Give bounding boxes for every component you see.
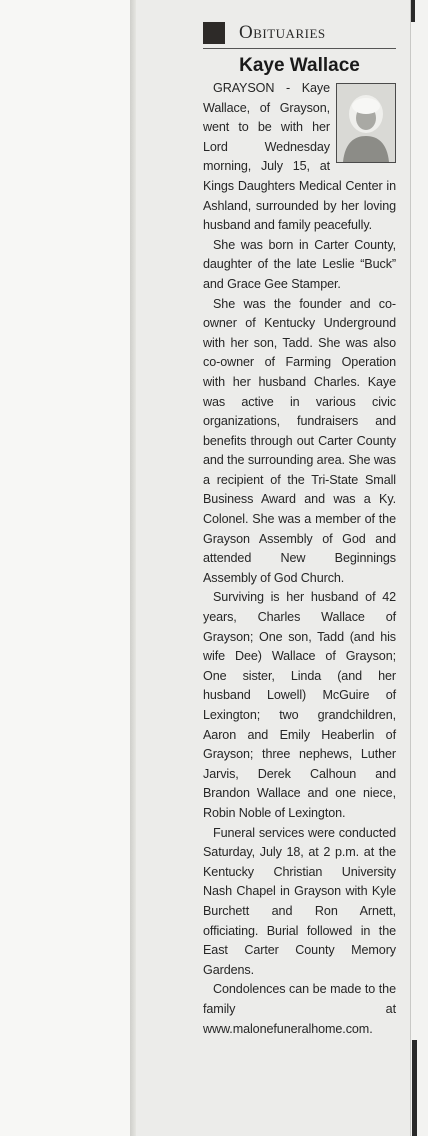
- section-title: Obituaries: [239, 22, 326, 43]
- adjacent-column-edge: [410, 0, 428, 1136]
- square-block-icon: [203, 22, 225, 44]
- adjacent-rule-top: [411, 0, 415, 22]
- portrait-photo-icon: [336, 83, 396, 163]
- paragraph-services: Funeral services were conducted Saturday, July 18, at 2 p.m. at the Kentucky Christian University Nash Chapel in Grayson with Kyle Burchett and Ron Arnett, officiating. Burial followed in the East Carter County Memory Gardens.: [203, 825, 396, 977]
- paragraph-condolences: Condolences can be made to the family at www.malonefuneralhome.com.: [203, 982, 396, 1036]
- section-header: [203, 18, 396, 49]
- paragraph-announcement: GRAYSON - Kaye Wallace, of Grayson, went to be with her Lord Wednesday morning, July 15, at Kings Daughters Medical Center in Ashland, surrounded by her loving husband and family peacefully.: [203, 81, 396, 233]
- obituary-name: Kaye Wallace: [239, 55, 360, 76]
- paragraph-survivors: Surviving is her husband of 42 years, Charles Wallace of Grayson; One son, Tadd (and his wife Dee) Wallace of Grayson; One sister, Linda (and her husband Lowell) McGuire of Lexington; two grandchildren, Aaron and Emily Heaberlin of Grayson; three nephews, Luther Jarvis, Derek Calhoun and Brandon Wallace and one niece, Robin Noble of Lexington.: [203, 590, 396, 820]
- adjacent-rule-bottom: [412, 1040, 417, 1136]
- paragraph-career: She was the founder and co-owner of Kentucky Underground with her son, Tadd. She was also co-owner of Farming Operation with her husband Charles. Kaye was active in various civic organizations, fundraisers and benefits through out Carter County and the surrounding area. She was a recipient of the Tri-State Small Business Award and was a Ky. Colonel. She was a member of the Grayson Assembly of God and attended New Beginnings Assembly of God Church.: [203, 296, 396, 585]
- paragraph-birth: She was born in Carter County, daughter of the late Leslie “Buck” and Grace Gee Stamper.: [203, 237, 396, 291]
- obituary-column: [203, 18, 396, 1039]
- obituary-body: [203, 79, 396, 1039]
